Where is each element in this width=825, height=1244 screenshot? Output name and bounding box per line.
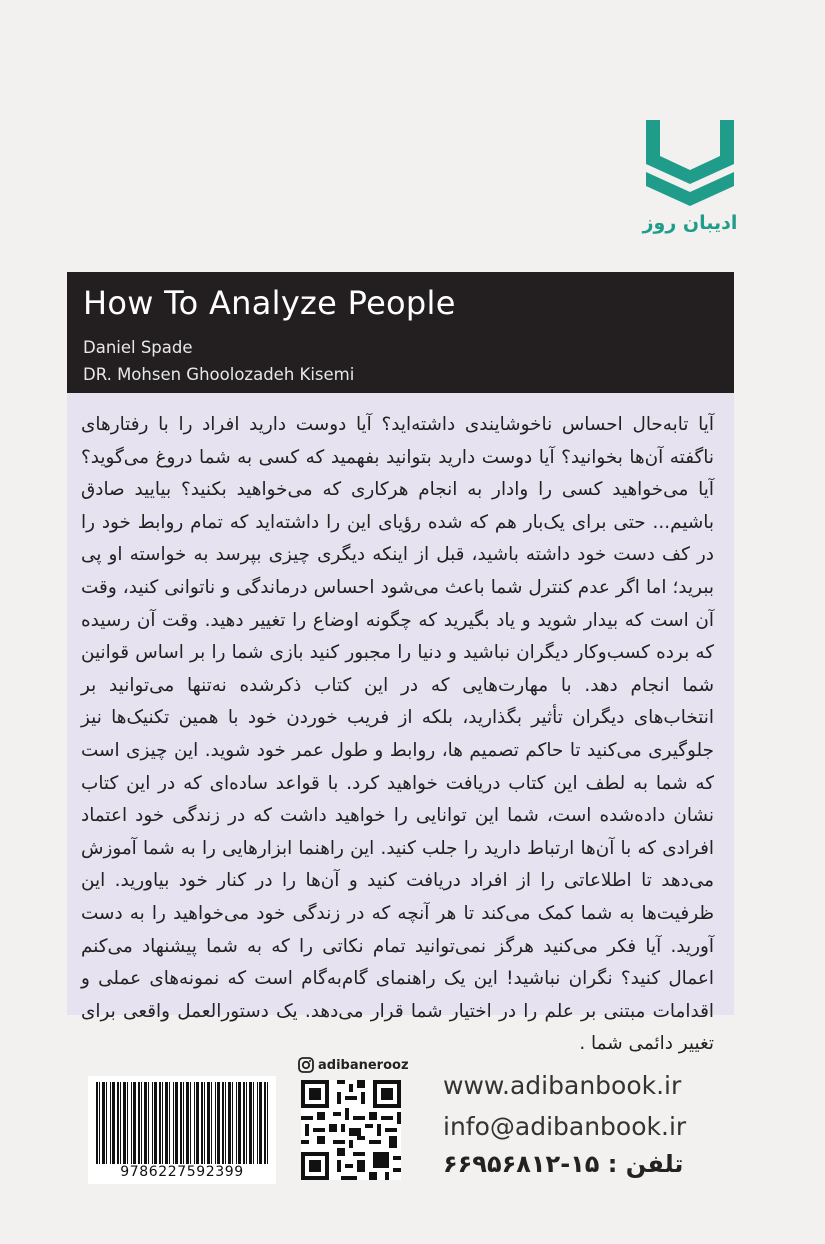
barcode — [88, 1076, 276, 1184]
translator-name: DR. Mohsen Ghoolozadeh Kisemi — [83, 365, 355, 384]
description-panel — [67, 393, 734, 1055]
book-description: آیا تابه‌حال احساس ناخوشایندی داشته‌اید؟ آیا دوست دارید افراد را با رفتارهای ناگفته آن‌ها بخوانید؟ آیا دوست دارید بتوانید بفهمید که کسی به شما دروغ می‌گوید؟ آیا می‌خواهید کسی را وادار به انجام هرکاری که می‌خواهید بکنید؟ بیایید صادق باشیم... حتی برای یک‌بار هم که شده رؤیای این را داشته‌اید که تمام روابط خود را در کف دست خود داشته باشید، قبل از اینکه دیگری چیزی بپرسد به خواسته او پی ببرید؛ اما اگر عدم کنترل شما باعث می‌شود احساس درماندگی و ناتوانی کنید، وقت آن است که بیدار شوید و یاد بگیرید که چگونه اوضاع را تغییر دهید. وقت آن رسیده که برده کسب‌وکار دیگران نباشید و دنیا را مجبور کنید بازی شما را بر اساس قوانین شما انجام دهد. با مهارت‌هایی که در این کتاب ذکرشده نه‌تنها می‌توانید بر انتخاب‌های دیگران تأثیر بگذارید، بلکه از فریب خوردن خود با همین تکنیک‌ها نیز جلوگیری می‌کنید تا حاکم تصمیم ها، روابط و طول عمر خود شوید. این چیزی است که شما به لطف این کتاب دریافت خواهید کرد. با قواعد ساده‌ای که در این کتاب نشان داده‌شده است، شما این توانایی را خواهید داشت که در زندگی خود اعتماد افرادی که با آن‌ها ارتباط دارید را جلب کنید. این راهنما ابزارهایی را به شما آموزش می‌دهد تا اطلاعاتی را از افراد دریافت کنید و آن‌ها را در کنار خود بیاورید. این ظرفیت‌ها به شما کمک می‌کند تا هر آنچه که در زندگی خود می‌خواهید را به دست آورید. آیا فکر می‌کنید هرگز نمی‌توانید تمام نکاتی را که به شما پیشنهاد می‌کنم اعمال کنید؟ نگران نباشید! این یک راهنمای گام‌به‌گام است که نمونه‌های عملی و اقدامات مبتنی بر علم را در اختیار شما قرار می‌دهد. یک دستورالعمل واقعی برای تغییر دائمی شما . — [81, 414, 714, 1055]
author-name: Daniel Spade — [83, 338, 193, 357]
phone-number: تلفن : ۱۵-۶۶۹۵۶۸۱۲ — [443, 1150, 684, 1178]
instagram-handle-row — [298, 1056, 409, 1074]
email-link[interactable]: info@adibanbook.ir — [443, 1112, 687, 1141]
book-title: How To Analyze People — [83, 284, 456, 322]
instagram-icon — [298, 1057, 314, 1073]
website-link[interactable]: www.adibanbook.ir — [443, 1071, 682, 1100]
barcode-bars — [96, 1082, 268, 1164]
instagram-handle: adibanerooz — [318, 1057, 409, 1073]
book-logo-icon — [640, 112, 740, 207]
qr-code — [301, 1080, 401, 1180]
publisher-logo — [640, 112, 740, 242]
publisher-name: ادیبان روز — [642, 212, 738, 234]
title-band — [67, 272, 734, 393]
isbn-number: 9786227592399 — [120, 1164, 244, 1180]
